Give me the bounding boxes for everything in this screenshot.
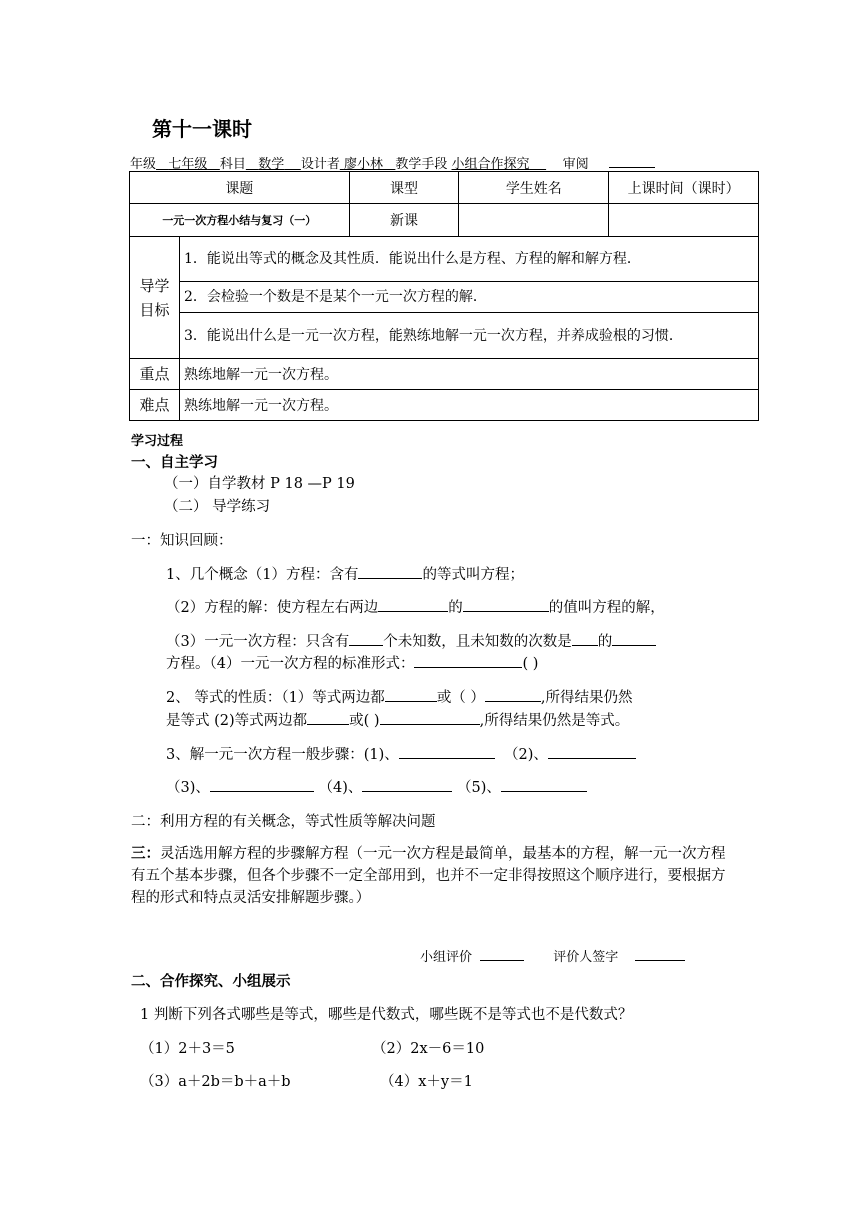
blank[interactable] [414,653,522,668]
student-cell[interactable] [459,204,609,237]
part-three-paragraph: 三：灵活选用解方程的步骤解方程（一元一次方程是最简单，最基本的方程，解一元一次方程有五个基本步骤，但各个步骤不一定全部用到，也并不一定非得按照这个顺序进行，要根据方程的形式和特点灵活安排解题步骤。） [131,846,726,906]
goals-label: 导学 目标 [130,237,180,359]
header-topic: 课题 [130,172,350,204]
solve-steps-2: （3)、 （4)、 （5)、 [166,776,587,797]
concept-linear-equation: （3）一元一次方程：只含有 个未知数，且未知数的次数是 的 [166,630,656,651]
designer-value: 廖小林 [343,157,383,172]
grade-value: 七年级 [168,157,208,172]
blank[interactable] [501,777,587,792]
q1-item-1: （1）2＋3＝5 [140,1041,235,1057]
q1-item-3: （3）a＋2b＝b＋a＋b [140,1074,291,1090]
self-study-material: （一）自学教材 P 18 —P 19 [164,476,355,492]
review-label: 审阅 [562,157,589,172]
header-student: 学生姓名 [459,172,609,204]
type-cell: 新课 [349,204,459,237]
subject-label: 科目 [219,157,246,172]
subject-value: 数学 [258,157,285,172]
difficult-label: 难点 [130,390,180,421]
blank[interactable] [480,948,524,961]
process-heading: 学习过程 [131,434,184,449]
blank[interactable] [485,687,541,702]
blank[interactable] [349,631,383,646]
standard-form: 方程。（4）一元一次方程的标准形式： ( ) [166,652,538,673]
method-label: 教学手段 [395,157,448,172]
topic-cell: 一元一次方程小结与复习（一） [130,204,350,237]
key-point: 熟练地解一元一次方程。 [179,359,758,390]
concept-equation: 1、几个概念（1）方程：含有 的等式叫方程； [166,563,524,584]
designer-label: 设计者 [300,157,340,172]
blank[interactable] [612,631,656,646]
q1-item-4: （4）x＋y＝1 [380,1074,473,1090]
difficult-point: 熟练地解一元一次方程。 [179,390,758,421]
method-value: 小组合作探究 [451,157,530,172]
grade-label: 年级 [130,157,157,172]
group-evaluation: 小组评价 评价人签字 [420,946,685,965]
goal-2: 2．会检验一个数是不是某个一元一次方程的解． [179,282,758,313]
header-time: 上课时间（课时） [609,172,759,204]
blank[interactable] [572,631,598,646]
equality-property-1: 2、 等式的性质：（1）等式两边都 或（ ） ,所得结果仍然 [166,686,633,707]
lesson-table [129,171,759,421]
guided-practice: （二） 导学练习 [164,499,271,515]
header-type: 课型 [349,172,459,204]
part-two-heading: 二：利用方程的有关概念，等式性质等解决问题 [131,814,436,830]
question-1: 1 判断下列各式哪些是等式，哪些是代数式，哪些既不是等式也不是代数式？ [140,1007,633,1023]
concept-solution: （2）方程的解：使方程左右两边 的 的值叫方程的解， [166,596,665,617]
goal-1: 1．能说出等式的概念及其性质．能说出什么是方程、方程的解和解方程． [179,237,758,282]
blank[interactable] [463,597,549,612]
blank[interactable] [358,564,422,579]
time-cell[interactable] [609,204,759,237]
blank[interactable] [385,687,437,702]
key-label: 重点 [130,359,180,390]
review-heading: 一：知识回顾： [131,533,233,549]
blank[interactable] [380,710,480,725]
blank[interactable] [362,777,452,792]
blank[interactable] [378,597,448,612]
blank[interactable] [548,744,636,759]
blank[interactable] [210,777,314,792]
goal-3: 3．能说出什么是一元一次方程，能熟练地解一元一次方程，并养成验根的习惯． [179,313,758,359]
page-title: 第十一课时 [152,117,252,141]
section-self-study: 一、自主学习 [131,455,218,471]
blank[interactable] [307,710,349,725]
blank[interactable] [635,948,685,961]
solve-steps-1: 3、解一元一次方程一般步骤：(1)、 （2)、 [166,743,636,764]
review-blank [609,155,655,168]
equality-property-2: 是等式 (2)等式两边都 或( ) ,所得结果仍然是等式。 [166,709,629,730]
section-cooperation: 二、合作探究、小组展示 [131,974,291,990]
q1-item-2: （2）2x－6＝10 [372,1041,485,1057]
lesson-info-line [130,153,655,172]
blank[interactable] [399,744,495,759]
